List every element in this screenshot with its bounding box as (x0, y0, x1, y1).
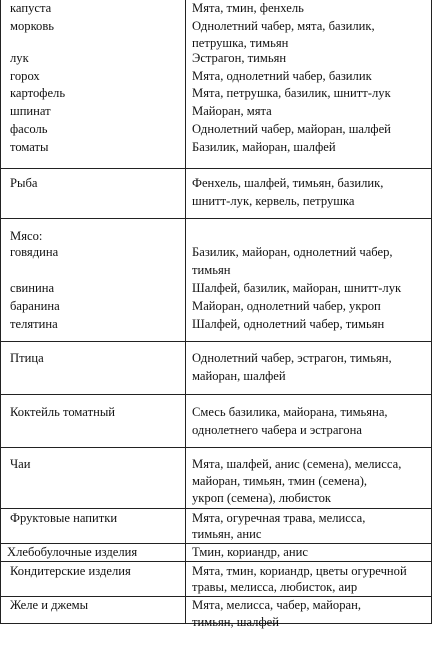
herb-list: тимьян (192, 263, 231, 277)
food-label: Желе и джемы (10, 598, 89, 612)
food-label: Кондитерские изделия (10, 564, 131, 578)
row-divider (0, 561, 432, 562)
column-divider (185, 0, 186, 624)
herb-list: Однолетний чабер, мята, базилик, (192, 19, 375, 33)
row-divider (0, 341, 432, 342)
herb-list: Мята, мелисса, чабер, майоран, (192, 598, 361, 612)
food-label: Птица (10, 351, 44, 365)
food-label: свинина (10, 281, 55, 295)
herb-list: Тмин, кориандр, анис (192, 545, 308, 559)
table-left-border (0, 0, 1, 624)
food-label: Коктейль томатный (10, 405, 116, 419)
food-label: шпинат (10, 104, 51, 118)
food-label: фасоль (10, 122, 48, 136)
food-label: Чаи (10, 457, 31, 471)
herb-list: Смесь базилика, майорана, тимьяна, (192, 405, 388, 419)
herb-list: укроп (семена), любисток (192, 491, 331, 505)
herb-list: тимьян, анис (192, 527, 262, 541)
food-label: лук (10, 51, 29, 65)
herb-list: тимьян, шалфей (192, 615, 279, 629)
herb-list: Фенхель, шалфей, тимьян, базилик, (192, 176, 384, 190)
herb-list: Мята, тмин, фенхель (192, 1, 304, 15)
herb-list: Мята, шалфей, анис (семена), мелисса, (192, 457, 402, 471)
herb-list: Мята, однолетний чабер, базилик (192, 69, 372, 83)
food-label: Мясо: (10, 229, 43, 243)
herb-list: Эстрагон, тимьян (192, 51, 287, 65)
herb-list: однолетнего чабера и эстрагона (192, 423, 362, 437)
herb-list: Мята, петрушка, базилик, шнитт-лук (192, 86, 391, 100)
food-label: картофель (10, 86, 66, 100)
food-label: горох (10, 69, 40, 83)
herb-list: петрушка, тимьян (192, 36, 289, 50)
herb-list: Однолетний чабер, эстрагон, тимьян, (192, 351, 392, 365)
herb-list: шнитт-лук, кервель, петрушка (192, 194, 355, 208)
row-divider (0, 394, 432, 395)
herb-list: Майоран, однолетний чабер, укроп (192, 299, 381, 313)
herb-list: Майоран, мята (192, 104, 272, 118)
food-label: говядина (10, 245, 59, 259)
row-divider (0, 447, 432, 448)
herb-list: Шалфей, однолетний чабер, тимьян (192, 317, 385, 331)
herb-list: травы, мелисса, любисток, аир (192, 580, 358, 594)
food-label: баранина (10, 299, 60, 313)
herb-list: Однолетний чабер, майоран, шалфей (192, 122, 391, 136)
food-label: Рыба (10, 176, 38, 190)
food-label: томаты (10, 140, 49, 154)
herb-list: Мята, тмин, кориандр, цветы огуречной (192, 564, 407, 578)
food-label: морковь (10, 19, 55, 33)
herb-list: майоран, тимьян, тмин (семена), (192, 474, 368, 488)
food-label: капуста (10, 1, 52, 15)
row-divider (0, 508, 432, 509)
herb-list: Шалфей, базилик, майоран, шнитт-лук (192, 281, 402, 295)
food-label: Фруктовые напитки (10, 511, 118, 525)
herb-list: майоран, шалфей (192, 369, 286, 383)
food-label: телятина (10, 317, 58, 331)
row-divider (0, 168, 432, 169)
herb-list: Мята, огуречная трава, мелисса, (192, 511, 366, 525)
herb-list: Базилик, майоран, однолетний чабер, (192, 245, 393, 259)
herb-list: Базилик, майоран, шалфей (192, 140, 336, 154)
row-divider (0, 218, 432, 219)
food-label: Хлебобулочные изделия (7, 545, 138, 559)
